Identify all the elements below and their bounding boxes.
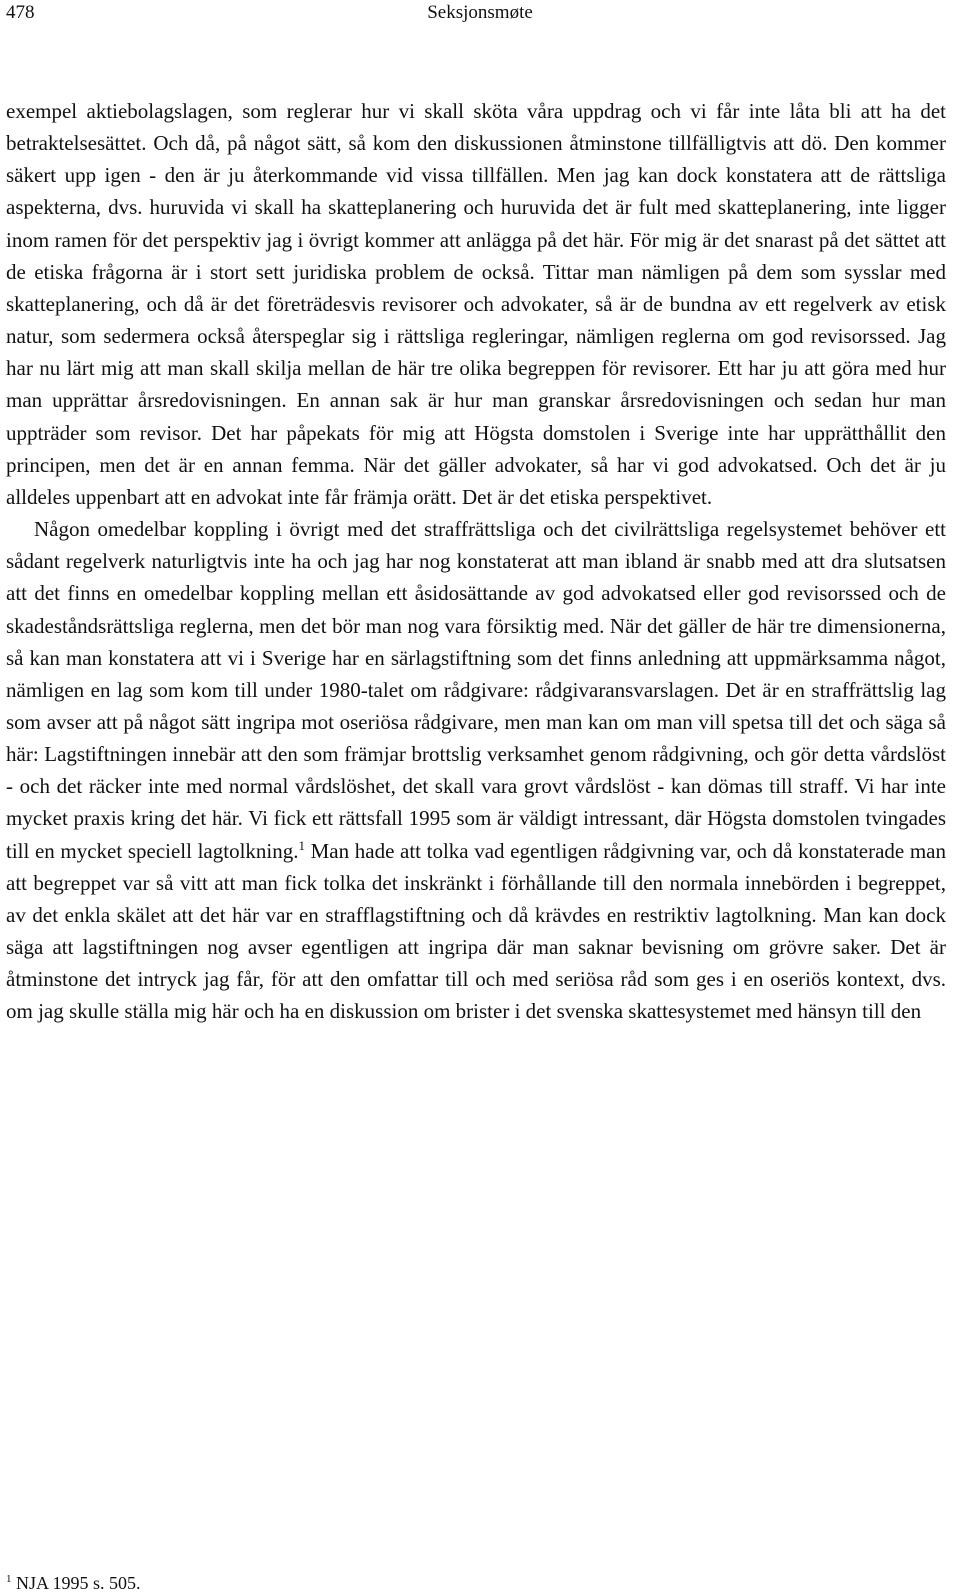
paragraph-2-text-before-note: Någon omedelbar koppling i övrigt med det straffrättsliga och det civilrättsliga regelsystemet behöver ett sådant regelverk naturligtvis inte ha och jag har nog konstaterat att man ibland är snabb med att dra slutsatsen att det finns en omedelbar koppling mellan ett åsidosättande av god advokatsed eller god revisorssed och de skadeståndsrättsliga reglerna, men det bör man nog vara försiktig med. När det gäller de här tre dimensionerna, så kan man konstatera att vi i Sverige har en särlagstiftning som det finns anledning att uppmärksamma något, nämligen en lag som kom till under 1980-talet om rådgivare: rådgivaransvarslagen. Det är en straffrättslig lag som avser att på något sätt ingripa mot oseriösa rådgivare, men man kan om man vill spetsa till det och säga så här: Lagstiftningen innebär att den som främjar brottslig verksamhet genom rådgivning, och gör detta vårdslöst - och det räcker inte med normal vårdslöshet, det skall vara grovt vårdslöst - kan dömas till straff. Vi har inte mycket praxis kring det här. Vi fick ett rättsfall 1995 som är väldigt intressant, där Högsta domstolen tvingades till en mycket speciell lagtolkning. [6,517,946,863]
page-number: 478 [6,2,35,23]
paragraph-2 [6,513,946,1028]
page-header [6,0,954,26]
paragraph-1: exempel aktiebolagslagen, som reglerar hur vi skall sköta våra uppdrag och vi får inte låta bli att ha det betraktelsesättet. Och då, på något sätt, så kom den diskussionen åtminstone tillfälligtvis att dö. Den kommer säkert upp igen - den är ju återkommande vid vissa tillfällen. Men jag kan dock konstatera att de rättsliga aspekterna, dvs. huruvida vi skall ha skatteplanering och huruvida det är fult med skatteplanering, inte ligger inom ramen för det perspektiv jag i övrigt kommer att anlägga på det här. För mig är det snarast på det sättet att de etiska frågorna är i stort sett juridiska problem de också. Tittar man nämligen på dem som sysslar med skatteplanering, och då är det företrädesvis revisorer och advokater, så är de bundna av ett regelverk av etisk natur, som sedermera också återspeglar sig i rättsliga regleringar, nämligen reglerna om god revisorssed. Jag har nu lärt mig att man skall skilja mellan de här tre olika begreppen för revisorer. Ett har ju att göra med hur man upprättar årsredovisningen. En annan sak är hur man granskar årsredovisningen och sedan hur man uppträder som revisor. Det har påpekats för mig att Högsta domstolen i Sverige inte har upprätthållit den principen, men det är en annan femma. När det gäller advokater, så har vi god advokatsed. Och det är ju alldeles uppenbart att en advokat inte får främja orätt. Det är det etiska perspektivet. [6,99,946,509]
footnote-reference: 1 [298,837,306,853]
body-text [6,95,946,1028]
paragraph-2-text-after-note: Man hade att tolka vad egentligen rådgivning var, och då konstaterade man att begreppet var så vitt att man fick tolka det inskränkt i förhållande till den normala innebörden i begreppet, av det enkla skälet att det här var en strafflagstiftning och då krävdes en restriktiv lagtolkning. Man kan dock säga att lagstiftningen nog avser egentligen att ingripa där man saknar bevisning om grövre saker. Det är åtminstone det intryck jag får, för att den omfattar till och med seriösa råd som ges i en oseriös kontext, dvs. om jag skulle ställa mig här och ha en diskussion om brister i det svenska skattesystemet med hänsyn till den [6,838,946,1024]
footnote [6,1572,141,1594]
footnote-text: NJA 1995 s. 505. [16,1573,141,1593]
running-head: Seksjonsmøte [427,2,533,23]
footnote-marker: 1 [6,1573,12,1585]
